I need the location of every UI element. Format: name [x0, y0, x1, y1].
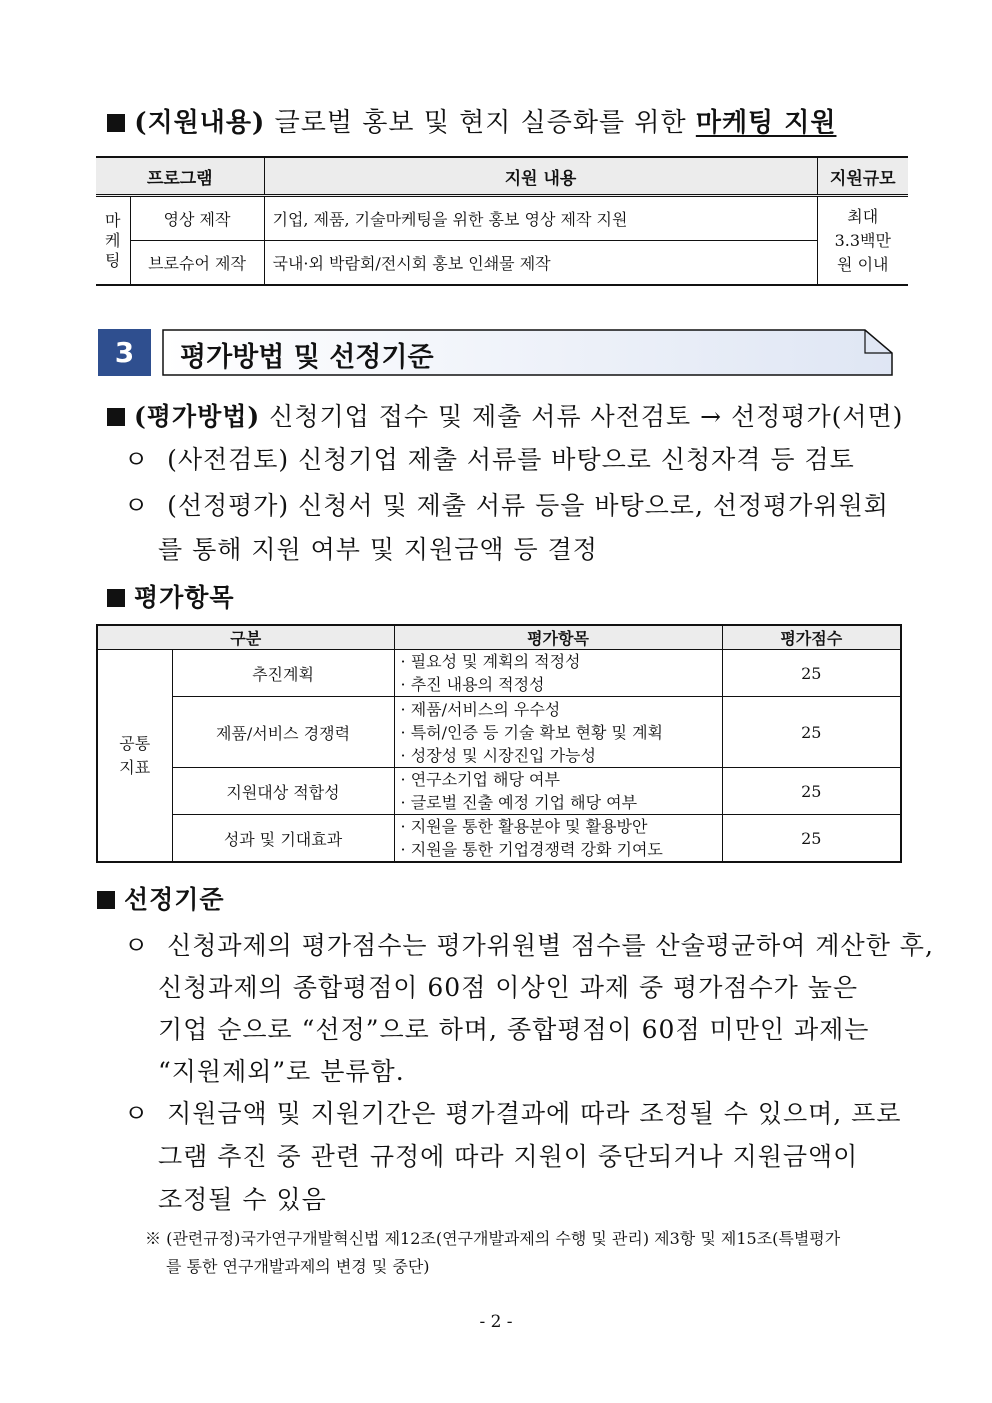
item-line: · 필요성 및 계획의 적정성 [400, 652, 581, 671]
method-text: 신청기업 접수 및 제출 서류 사전검토 → 선정평가(서면) [260, 402, 904, 431]
circle-bullet-icon: ㅇ [124, 445, 150, 474]
group-label-common: 공통 지표 [97, 650, 172, 863]
program-cell: 브로슈어 제작 [130, 241, 264, 286]
scale-cell: 최대 3.3백만 원 이내 [817, 196, 908, 286]
support-prefix: (지원내용) [134, 108, 266, 138]
criteria-bullet-1-line: 신청과제의 평가점수는 평가위원별 점수를 산술평균하여 계산한 후, [167, 931, 934, 960]
col-header-program: 프로그램 [96, 157, 264, 196]
group-label-marketing: 마 케 팅 [96, 196, 130, 286]
col-header-items: 평가항목 [394, 625, 722, 650]
square-bullet-icon [107, 589, 125, 607]
method-bullet-2 [124, 486, 889, 522]
category-cell: 지원대상 적합성 [172, 768, 394, 815]
criteria-bullet-2-line: 그램 추진 중 관련 규정에 따라 지원이 중단되거나 지원금액이 [158, 1142, 859, 1171]
category-cell: 성과 및 기대효과 [172, 815, 394, 863]
eval-heading [107, 578, 235, 614]
method-bullet-1-text: (사전검토) 신청기업 제출 서류를 바탕으로 신청자격 등 검토 [167, 445, 855, 474]
score-cell: 25 [722, 815, 901, 863]
criteria-bullet-1-line: “지원제외”로 분류함. [158, 1057, 405, 1086]
item-line: · 성장성 및 시장진입 가능성 [400, 745, 596, 765]
score-cell: 25 [722, 768, 901, 815]
col-header-score: 평가점수 [722, 625, 901, 650]
items-cell [394, 815, 722, 863]
method-bullet-1 [124, 440, 855, 476]
program-cell: 영상 제작 [130, 196, 264, 241]
support-table [96, 156, 908, 286]
evaluation-table [96, 624, 902, 863]
content-cell: 기업, 제품, 기술마케팅을 위한 홍보 영상 제작 지원 [264, 196, 817, 241]
circle-bullet-icon: ㅇ [124, 1099, 150, 1128]
section-number: 3 [98, 329, 151, 376]
items-cell [394, 650, 722, 697]
item-line: · 지원을 통한 기업경쟁력 강화 기여도 [400, 840, 663, 859]
content-cell: 국내·외 박람회/전시회 홍보 인쇄물 제작 [264, 241, 817, 286]
method-bullet-2-text: (선정평가) 신청서 및 제출 서류 등을 바탕으로, 선정평가위원회 [167, 491, 889, 520]
item-line: · 제품/서비스의 우수성 [400, 699, 561, 719]
section-title-box [162, 329, 893, 376]
items-cell [394, 697, 722, 768]
eval-heading-text: 평가항목 [133, 583, 235, 612]
method-heading [107, 397, 903, 433]
circle-bullet-icon: ㅇ [124, 931, 150, 960]
criteria-bullet-1-line: 신청과제의 종합평점이 60점 이상인 과제 중 평가점수가 높은 [158, 973, 859, 1002]
criteria-bullet-1-line: 기업 순으로 “선정”으로 하며, 종합평점이 60점 미만인 과제는 [158, 1015, 870, 1044]
method-prefix: (평가방법) [133, 402, 261, 431]
criteria-heading-text: 선정기준 [123, 885, 225, 914]
square-bullet-icon [107, 114, 125, 132]
criteria-bullet-2-line: 지원금액 및 지원기간은 평가결과에 따라 조정될 수 있으며, 프로 [167, 1099, 902, 1128]
square-bullet-icon [97, 891, 115, 909]
criteria-bullet-1 [124, 926, 934, 962]
section-title: 평가방법 및 선정기준 [180, 342, 434, 373]
circle-bullet-icon: ㅇ [124, 491, 150, 520]
category-cell: 추진계획 [172, 650, 394, 697]
item-line: · 지원을 통한 활용분야 및 활용방안 [400, 817, 648, 836]
col-header-scale: 지원규모 [817, 157, 908, 196]
criteria-bullet-2-line: 조정될 수 있음 [158, 1185, 327, 1214]
support-heading [107, 102, 836, 139]
criteria-bullet-2 [124, 1094, 902, 1130]
square-bullet-icon [107, 408, 125, 426]
criteria-heading [97, 880, 225, 916]
item-line: · 연구소기업 해당 여부 [400, 770, 560, 789]
page-number: - 2 - [479, 1312, 513, 1332]
support-emphasis: 마케팅 지원 [695, 108, 837, 138]
support-text: 글로벌 홍보 및 현지 실증화를 위한 [265, 108, 696, 138]
item-line: · 추진 내용의 적정성 [400, 675, 545, 694]
score-cell: 25 [722, 697, 901, 768]
category-cell: 제품/서비스 경쟁력 [172, 697, 394, 768]
regulation-note-line: ※ (관련규정)국가연구개발혁신법 제12조(연구개발과제의 수행 및 관리) 제3항 및 제15조(특별평가 [145, 1229, 841, 1248]
col-header-category: 구분 [97, 625, 394, 650]
score-cell: 25 [722, 650, 901, 697]
item-line: · 특허/인증 등 기술 확보 현황 및 계획 [400, 722, 663, 742]
col-header-content: 지원 내용 [264, 157, 817, 196]
regulation-note-line: 를 통한 연구개발과제의 변경 및 중단) [166, 1257, 430, 1276]
method-bullet-2-cont: 를 통해 지원 여부 및 지원금액 등 결정 [158, 535, 598, 564]
item-line: · 글로벌 진출 예정 기업 해당 여부 [400, 793, 638, 812]
items-cell [394, 768, 722, 815]
